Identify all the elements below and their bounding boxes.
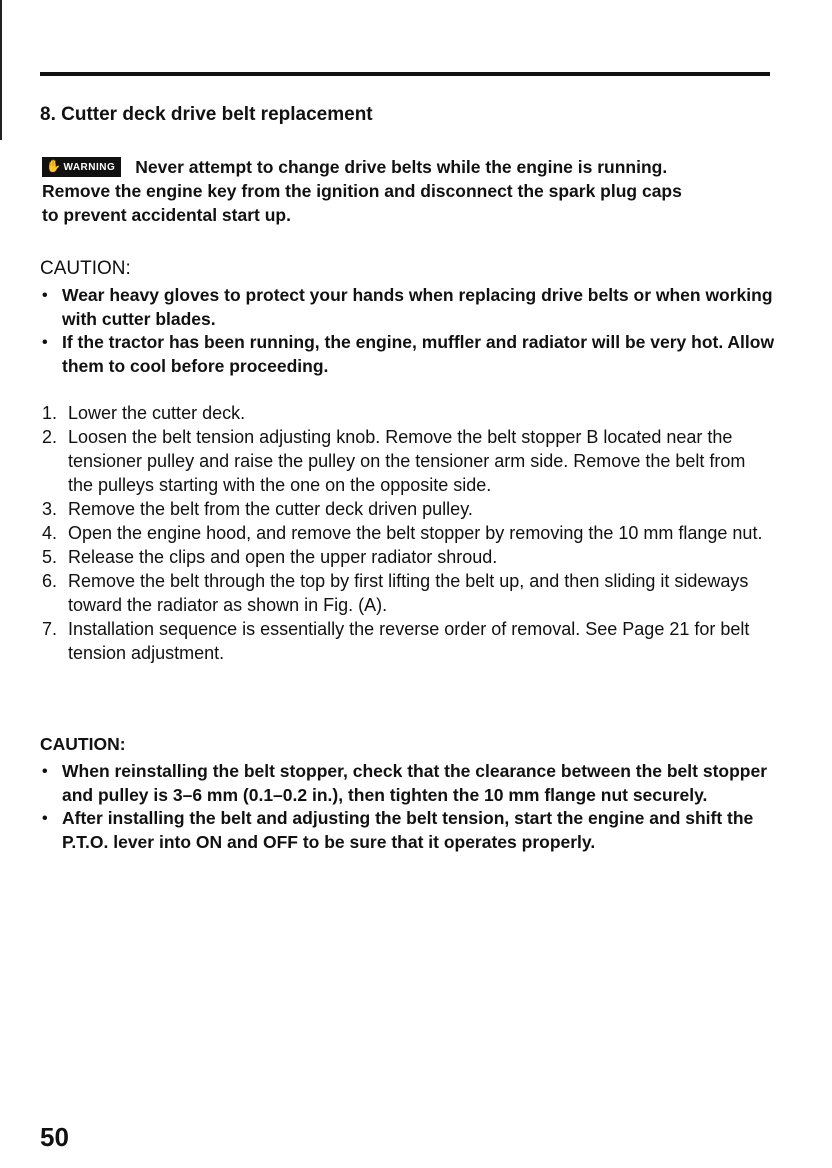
step-text: Remove the belt through the top by first lifting the belt up, and then sliding it sideways toward the radiator as shown in Fig. (A).: [68, 571, 749, 615]
caution-item-text: If the tractor has been running, the engine, muffler and radiator will be very hot. Allow them to cool before proceeding.: [62, 332, 775, 376]
warning-text-2: Remove the engine key from the ignition and disconnect the spark plug caps: [42, 181, 682, 201]
warning-text-1: Never attempt to change drive belts while the engine is running.: [135, 157, 668, 177]
step-2: [42, 425, 772, 497]
bullet-icon: •: [42, 287, 48, 304]
bullet-icon: •: [42, 334, 48, 351]
step-text: Open the engine hood, and remove the belt stopper by removing the 10 mm flange nut.: [68, 523, 763, 543]
step-text: Lower the cutter deck.: [68, 403, 246, 423]
caution-item-text: After installing the belt and adjusting the belt tension, start the engine and shift the P.T.O. lever into ON and OFF to be sure that it operates properly.: [62, 808, 754, 852]
caution-item-text: Wear heavy gloves to protect your hands when replacing drive belts or when working with cutter blades.: [62, 285, 773, 329]
step-7: [42, 617, 772, 665]
step-number: 6.: [42, 571, 58, 591]
section-title: 8. Cutter deck drive belt replacement: [40, 104, 373, 125]
warning-hand-icon: ✋: [46, 159, 62, 173]
caution-list-2: [40, 760, 772, 854]
caution-item-text: When reinstalling the belt stopper, check that the clearance between the belt stopper and pulley is 3–6 mm (0.1–0.2 in.), then tighten the 10 mm flange nut securely.: [62, 761, 768, 805]
caution-heading-2: CAUTION:: [40, 734, 126, 754]
step-number: 1.: [42, 403, 58, 423]
warning-block: [42, 155, 772, 227]
bullet-icon: •: [42, 763, 48, 780]
step-text: Loosen the belt tension adjusting knob. Remove the belt stopper B located near the tensioner pulley and raise the pulley on the tensioner arm side. Remove the belt from the pulleys starting with the one on the opposite side.: [68, 427, 746, 495]
warning-badge: [42, 157, 121, 177]
step-number: 4.: [42, 523, 58, 543]
step-3: [42, 497, 772, 521]
caution-item: [40, 331, 780, 378]
caution-item: [40, 807, 772, 854]
step-number: 5.: [42, 547, 58, 567]
step-1: [42, 401, 772, 425]
bullet-icon: •: [42, 810, 48, 827]
step-number: 2.: [42, 427, 58, 447]
caution-list-1: [40, 284, 780, 378]
step-number: 7.: [42, 619, 58, 639]
step-5: [42, 545, 772, 569]
page-number: 50: [40, 1122, 69, 1152]
step-text: Remove the belt from the cutter deck driven pulley.: [68, 499, 473, 519]
step-4: [42, 521, 772, 545]
caution-heading-1: CAUTION:: [40, 258, 131, 279]
warning-text-3: to prevent accidental start up.: [42, 205, 291, 225]
scan-edge-line: [0, 0, 2, 140]
warning-line-1: [42, 155, 772, 179]
procedure-steps: [42, 401, 772, 665]
step-6: [42, 569, 772, 617]
warning-badge-label: WARNING: [63, 162, 116, 173]
step-number: 3.: [42, 499, 58, 519]
step-text: Installation sequence is essentially the reverse order of removal. See Page 21 for belt tension adjustment.: [68, 619, 750, 663]
step-text: Release the clips and open the upper radiator shroud.: [68, 547, 498, 567]
caution-item: [40, 760, 772, 807]
caution-item: [40, 284, 780, 331]
header-rule: [40, 72, 770, 76]
